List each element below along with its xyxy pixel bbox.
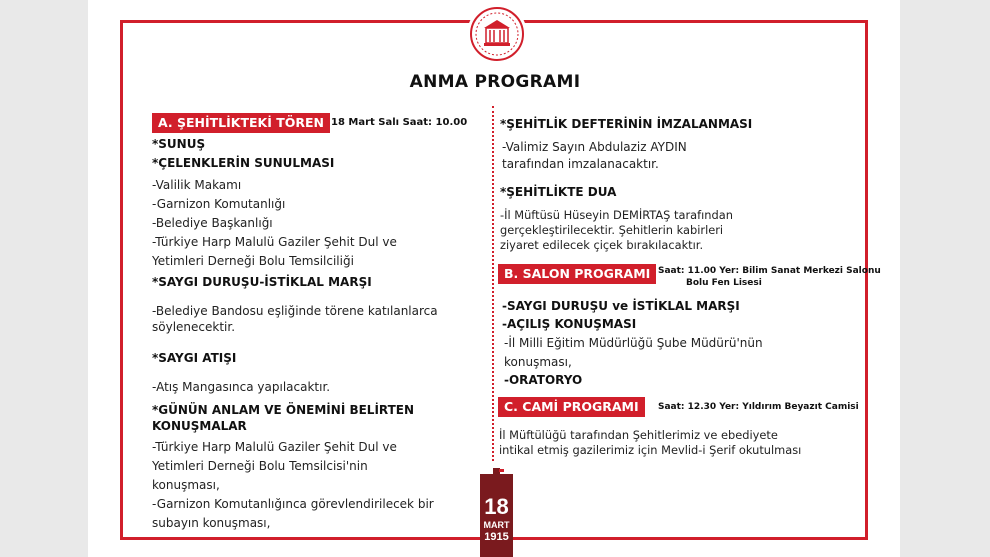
- paragraph-line: -İl Milli Eğitim Müdürlüğü Şube Müdürü'nün: [504, 336, 763, 350]
- list-item: -ORATORYO: [504, 373, 583, 387]
- governorship-seal-icon: [467, 4, 527, 64]
- section-b-tag: B. SALON PROGRAMI: [498, 264, 656, 284]
- section-c-tag: C. CAMİ PROGRAMI: [498, 397, 645, 417]
- list-item: Yetimleri Derneği Bolu Temsilciliği: [152, 254, 354, 268]
- 18-mart-badge: [480, 474, 513, 557]
- heading-saygi-istiklal: *SAYGI DURUŞU-İSTİKLAL MARŞI: [152, 275, 372, 289]
- badge-day: 18: [484, 494, 509, 519]
- heading-dua: *ŞEHİTLİKTE DUA: [500, 185, 617, 199]
- paragraph-line: -İl Müftüsü Hüseyin DEMİRTAŞ tarafından: [500, 208, 733, 222]
- list-item: konuşması,: [152, 478, 220, 492]
- list-item: -Valilik Makamı: [152, 178, 242, 192]
- paragraph-line: -Atış Mangasınca yapılacaktır.: [152, 380, 331, 394]
- paragraph-line: söylenecektir.: [152, 320, 236, 334]
- heading-celenk: *ÇELENKLERİN SUNULMASI: [152, 156, 335, 170]
- heading-gunun-anlam: *GÜNÜN ANLAM VE ÖNEMİNİ BELİRTEN: [152, 403, 415, 417]
- list-item: -Garnizon Komutanlığınca görevlendirilecek bir: [152, 497, 434, 511]
- paragraph-line: ziyaret edilecek çiçek bırakılacaktır.: [500, 238, 704, 252]
- section-b-time: Saat: 11.00 Yer: Bilim Sanat Merkezi Salonu: [658, 266, 881, 276]
- paragraph-line: intikal etmiş gazilerimiz için Mevlid-i Şerif okutulması: [499, 443, 802, 457]
- badge-year: 1915: [484, 531, 509, 543]
- paragraph-line: -Valimiz Sayın Abdulaziz AYDIN: [502, 140, 687, 154]
- section-a-time: 18 Mart Salı Saat: 10.00: [331, 117, 468, 128]
- heading-saygi-atisi: *SAYGI ATIŞI: [152, 351, 237, 365]
- list-item: Yetimleri Derneği Bolu Temsilcisi'nin: [152, 459, 368, 473]
- list-item: -Türkiye Harp Malulü Gaziler Şehit Dul ve: [152, 235, 397, 249]
- heading-defter: *ŞEHİTLİK DEFTERİNİN İMZALANMASI: [500, 117, 753, 131]
- list-item: -Türkiye Harp Malulü Gaziler Şehit Dul ve: [152, 440, 397, 454]
- list-item: subayın konuşması,: [152, 516, 271, 530]
- list-item: -AÇILIŞ KONUŞMASI: [502, 317, 637, 331]
- list-item: -Garnizon Komutanlığı: [152, 197, 286, 211]
- section-b-place: Bolu Fen Lisesi: [686, 278, 762, 288]
- column-divider: [492, 106, 494, 461]
- paragraph-line: gerçekleştirilecektir. Şehitlerin kabirleri: [500, 223, 724, 237]
- list-item: -Belediye Başkanlığı: [152, 216, 273, 230]
- heading-sunus: *SUNUŞ: [152, 137, 206, 151]
- paragraph-line: tarafından imzalanacaktır.: [502, 157, 659, 171]
- section-c-time: Saat: 12.30 Yer: Yıldırım Beyazıt Camisi: [658, 402, 859, 412]
- page-title: ANMA PROGRAMI: [409, 72, 581, 92]
- paragraph-line: İl Müftülüğü tarafından Şehitlerimiz ve ebediyete: [499, 428, 778, 442]
- section-a-tag: A. ŞEHİTLİKTEKİ TÖREN: [152, 113, 330, 133]
- paragraph-line: -Belediye Bandosu eşliğinde törene katılanlarca: [152, 304, 438, 318]
- paragraph-line: konuşması,: [504, 355, 572, 369]
- heading-gunun-anlam-2: KONUŞMALAR: [152, 419, 247, 433]
- monument-icon: [486, 468, 507, 484]
- badge-month: MART: [483, 520, 510, 530]
- list-item: -SAYGI DURUŞU ve İSTİKLAL MARŞI: [502, 299, 740, 313]
